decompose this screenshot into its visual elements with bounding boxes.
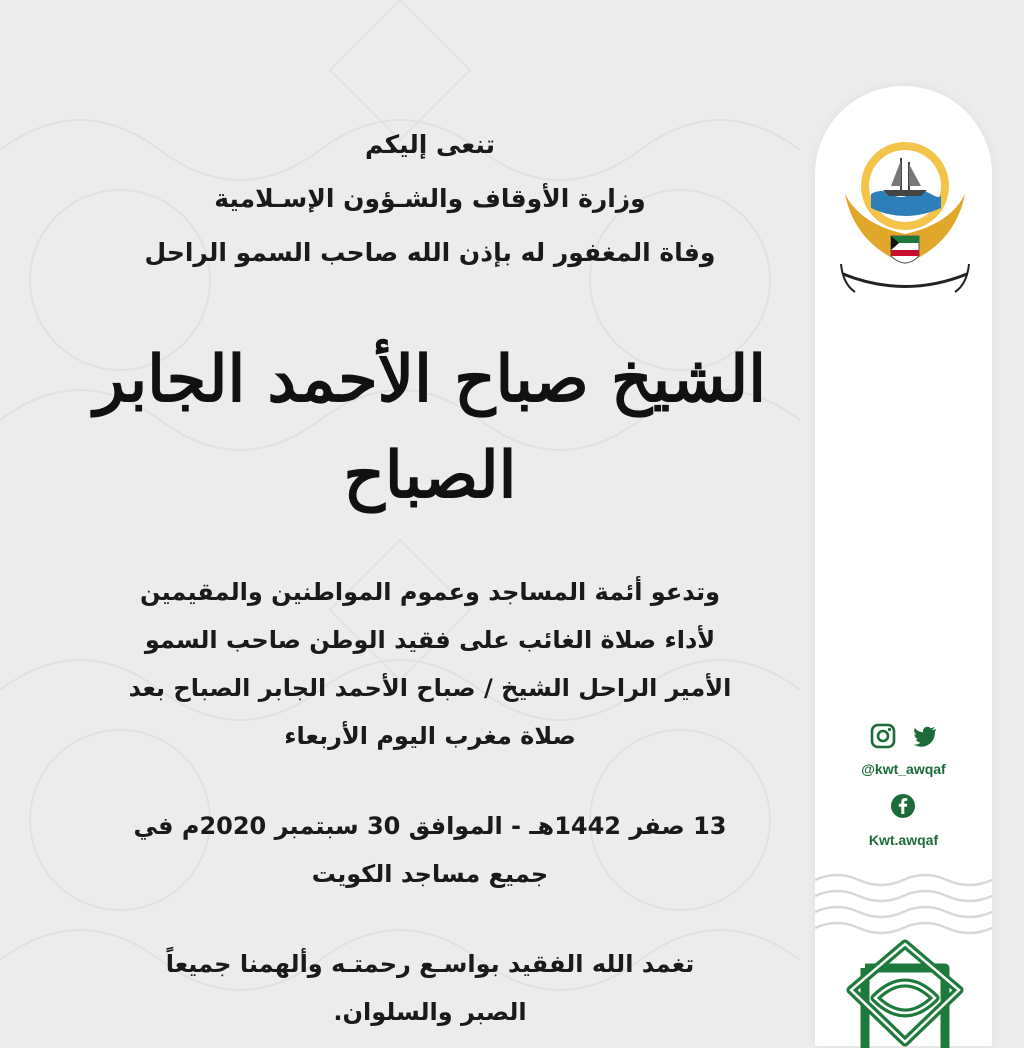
side-panel: [815, 86, 992, 1046]
date-line: 13 صفر 1442هـ - الموافق 30 سبتمبر 2020م في: [133, 812, 727, 840]
intro-line: تنعى إليكم: [364, 130, 495, 159]
ministry-name: وزارة الأوقاف والشـؤون الإسـلامية: [214, 184, 646, 213]
facebook-handle[interactable]: Kwt.awqaf: [868, 832, 939, 848]
islamic-knot-ornament-icon: [835, 938, 975, 1048]
body-line: الأمير الراحل الشيخ / صباح الأحمد الجابر الصباح بعد: [128, 674, 732, 702]
social-icons-row: [815, 722, 992, 750]
location-line: جميع مساجد الكويت: [311, 860, 549, 888]
social-handle[interactable]: @kwt_awqaf: [861, 761, 946, 777]
intro-line: وفاة المغفور له بإذن الله صاحب السمو الراحل: [144, 238, 716, 267]
kuwait-state-emblem-icon: [835, 124, 975, 294]
closing-line: الصبر والسلوان.: [333, 998, 527, 1026]
instagram-icon[interactable]: [869, 722, 897, 750]
body-line: لأداء صلاة الغائب على فقيد الوطن صاحب السمو: [144, 626, 716, 654]
twitter-icon[interactable]: [911, 722, 939, 750]
facebook-icon[interactable]: [889, 792, 917, 820]
decorative-waves: [815, 866, 992, 946]
deceased-name-calligraphy: الشيخ صباح الأحمد الجابر الصباح: [94, 342, 766, 513]
announcement: [60, 118, 800, 1036]
body-line: وتدعو أئمة المساجد وعموم المواطنين والمقيمين: [139, 578, 721, 606]
closing-line: تغمد الله الفقيد بواسـع رحمتـه وألهمنا جميعاً: [165, 950, 695, 978]
body-line: صلاة مغرب اليوم الأربعاء: [284, 722, 576, 750]
